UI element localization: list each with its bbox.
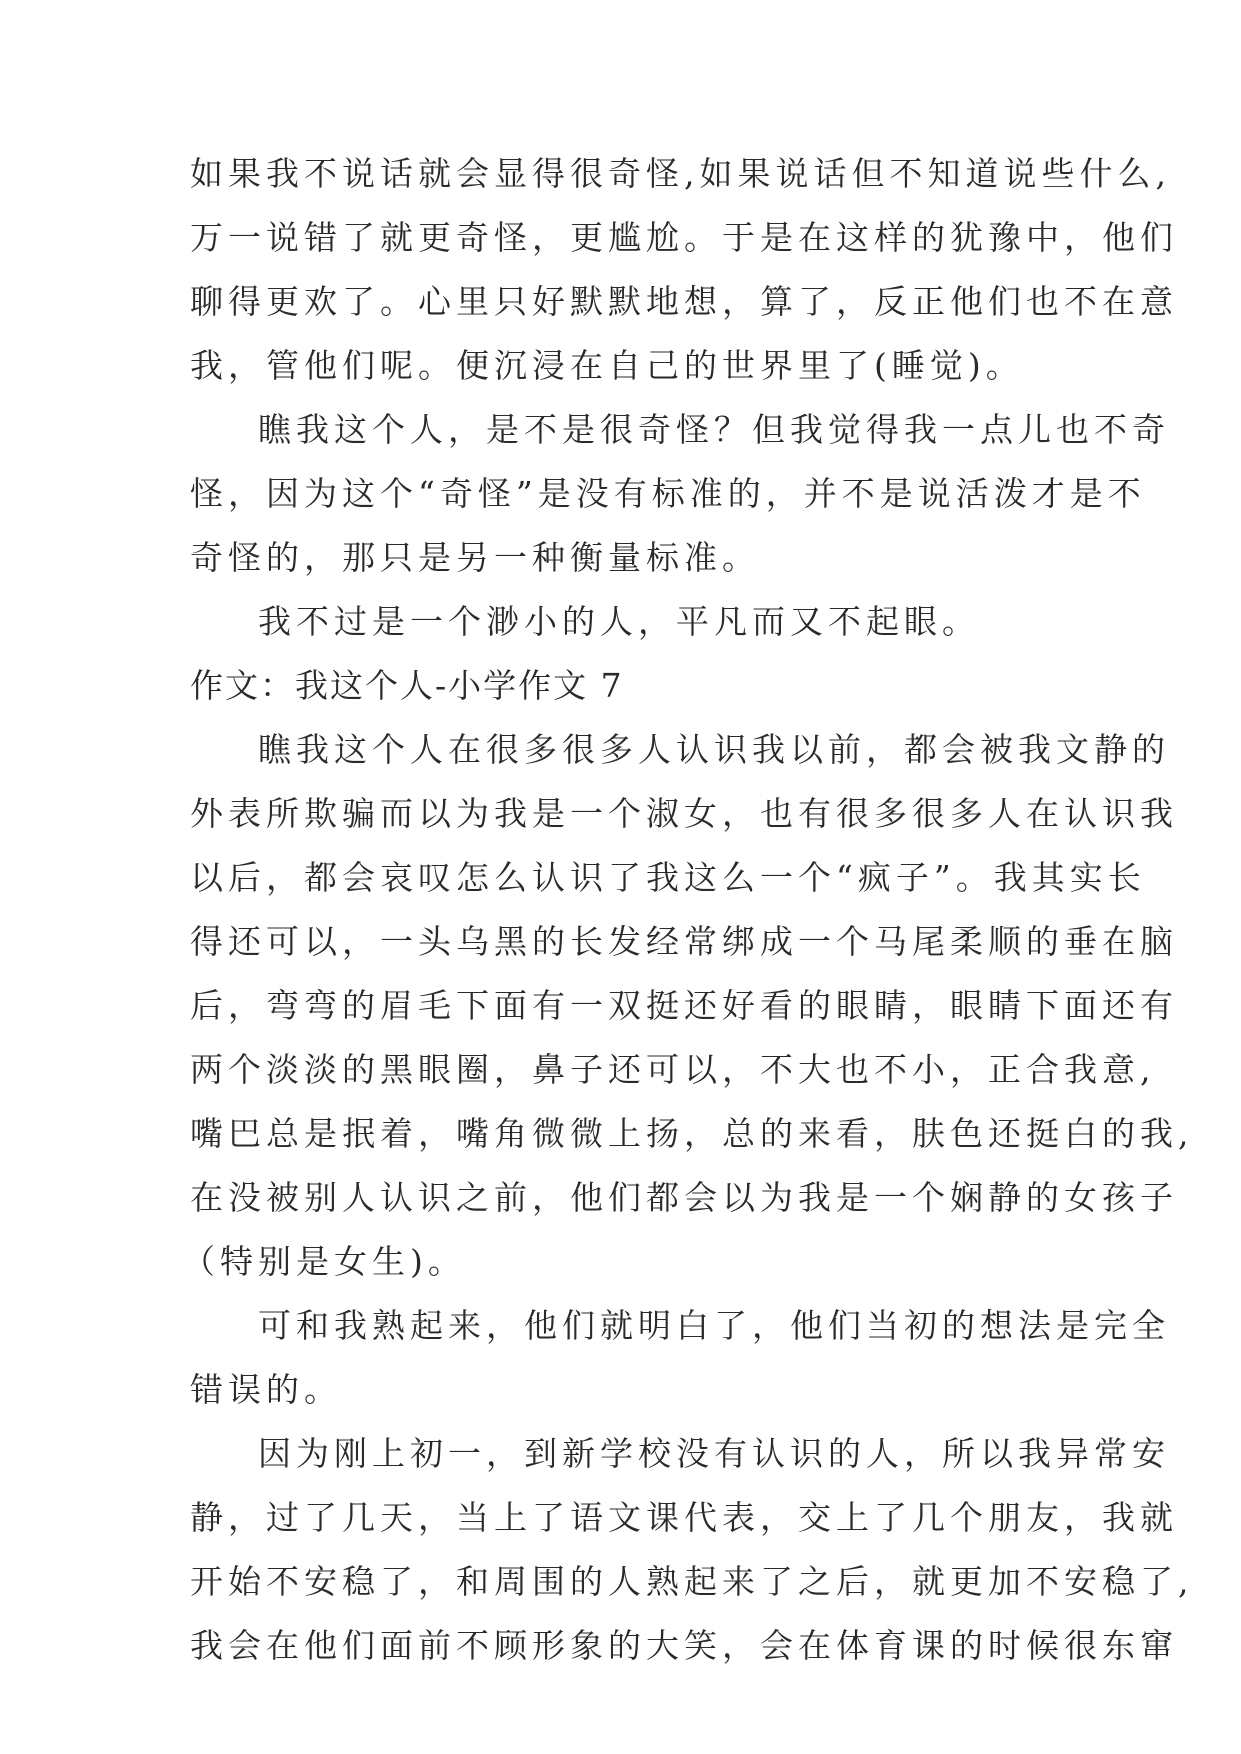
paragraph-1 <box>190 142 1178 398</box>
text-line: 外表所欺骗而以为我是一个淑女，也有很多很多人在认识我 <box>190 794 1178 833</box>
text-line: 瞧我这个人，是不是很奇怪？但我觉得我一点儿也不奇 <box>258 410 1170 449</box>
text-line: 静，过了几天，当上了语文课代表，交上了几个朋友，我就 <box>190 1498 1178 1537</box>
text-line: 万一说错了就更奇怪，更尴尬。于是在这样的犹豫中，他们 <box>190 218 1178 257</box>
text-line: 我不过是一个渺小的人，平凡而又不起眼。 <box>258 602 980 641</box>
paragraph-4 <box>182 718 1194 1294</box>
text-line: 以后，都会哀叹怎么认识了我这么一个“疯子”。我其实长 <box>190 858 1146 897</box>
text-line: 开始不安稳了，和周围的人熟起来了之后，就更加不安稳了, <box>190 1562 1194 1601</box>
text-line: 在没被别人认识之前，他们都会以为我是一个娴静的女孩子 <box>190 1178 1178 1217</box>
paragraph-2 <box>190 398 1170 590</box>
text-line: 得还可以，一头乌黑的长发经常绑成一个马尾柔顺的垂在脑 <box>190 922 1178 961</box>
text-line: 后，弯弯的眉毛下面有一双挺还好看的眼睛，眼睛下面还有 <box>190 986 1178 1025</box>
text-line: 瞧我这个人在很多很多人认识我以前，都会被我文静的 <box>258 730 1170 769</box>
text-line: 聊得更欢了。心里只好默默地想，算了，反正他们也不在意 <box>190 282 1178 321</box>
text-line: 可和我熟起来，他们就明白了，他们当初的想法是完全 <box>258 1306 1170 1345</box>
text-line: 嘴巴总是抿着，嘴角微微上扬，总的来看，肤色还挺白的我, <box>190 1114 1194 1153</box>
paragraph-5 <box>190 1294 1170 1422</box>
text-line: 奇怪的，那只是另一种衡量标准。 <box>190 538 760 577</box>
text-line: 怪，因为这个“奇怪”是没有标准的，并不是说活泼才是不 <box>190 474 1146 513</box>
document-body <box>182 142 1194 1678</box>
text-line: 两个淡淡的黑眼圈，鼻子还可以，不大也不小，正合我意, <box>190 1050 1156 1089</box>
text-line: 如果我不说话就会显得很奇怪,如果说话但不知道说些什么, <box>190 154 1171 193</box>
essay-heading: 作文：我这个人-小学作文 7 <box>190 666 624 705</box>
text-line: 我，管他们呢。便沉浸在自己的世界里了(睡觉)。 <box>190 346 1024 385</box>
text-line: 错误的。 <box>190 1370 342 1409</box>
paragraph-3 <box>190 590 1080 654</box>
paragraph-6 <box>190 1422 1194 1678</box>
text-line: （特别是女生)。 <box>182 1242 466 1281</box>
text-line: 我会在他们面前不顾形象的大笑，会在体育课的时候很东窜 <box>190 1626 1178 1665</box>
text-line: 因为刚上初一，到新学校没有认识的人，所以我异常安 <box>258 1434 1170 1473</box>
